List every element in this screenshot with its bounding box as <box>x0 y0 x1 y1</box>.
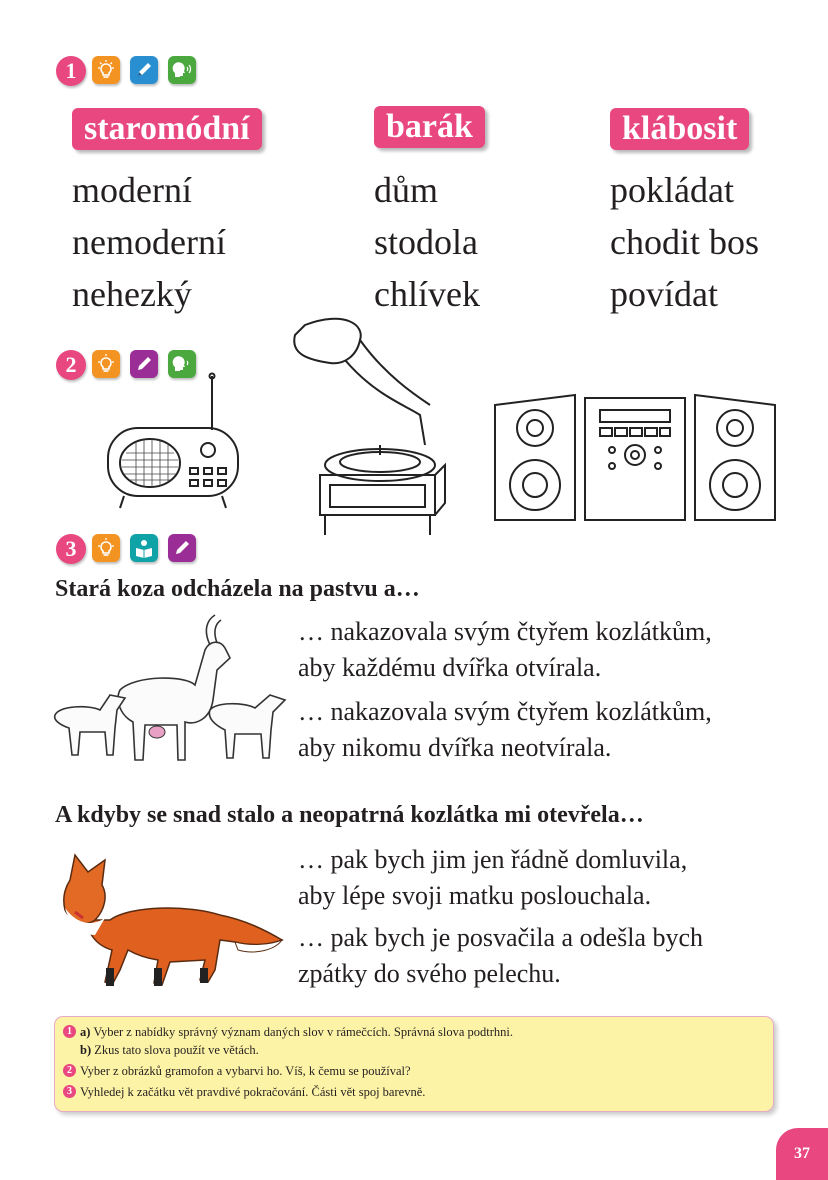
instruction-text: Vyber z obrázků gramofon a vybarvi ho. Víš, k čemu se používal? <box>80 1064 411 1078</box>
instructions-box <box>54 1016 774 1112</box>
goats-image <box>45 610 295 778</box>
gramophone-image[interactable] <box>285 305 455 555</box>
pencil-icon <box>168 534 196 562</box>
word-option[interactable]: pokládat <box>610 170 734 210</box>
exercise-number: 1 <box>56 56 86 86</box>
sentence-start-heading: Stará koza odcházela na pastvu a… <box>55 576 420 602</box>
word-option[interactable]: povídat <box>610 274 718 314</box>
instruction-text: Zkus tato slova použít ve větách. <box>94 1043 259 1057</box>
word-option[interactable]: stodola <box>374 222 478 262</box>
lightbulb-icon <box>92 534 120 562</box>
page-number: 37 <box>776 1128 828 1180</box>
word-tag: staromódní <box>72 108 262 150</box>
instruction-text: Vyber z nabídky správný význam daných slov v rámečcích. Správná slova podtrhni. <box>93 1025 514 1039</box>
word-options-column <box>374 164 480 320</box>
fox-image <box>50 850 290 995</box>
word-option[interactable]: nehezký <box>72 274 192 314</box>
stereo-system-image[interactable] <box>490 390 780 525</box>
word-options-column <box>72 164 226 320</box>
word-option[interactable]: chlívek <box>374 274 480 314</box>
continuation-option[interactable] <box>298 842 687 914</box>
word-option[interactable]: nemoderní <box>72 222 226 262</box>
lightbulb-icon <box>92 56 120 84</box>
instruction-text: Vyhledej k začátku vět pravdivé pokračování. Části vět spoj barevně. <box>80 1085 426 1099</box>
continuation-line: aby každému dvířka otvírala. <box>298 653 602 682</box>
instruction-item <box>63 1041 765 1059</box>
instruction-part-label: a) <box>80 1025 91 1039</box>
instruction-number: 1 <box>63 1025 76 1038</box>
continuation-line: aby nikomu dvířka neotvírala. <box>298 733 612 762</box>
instruction-item <box>63 1062 765 1080</box>
instruction-number: 2 <box>63 1064 76 1077</box>
instruction-number: 3 <box>63 1085 76 1098</box>
continuation-line: … nakazovala svým čtyřem kozlátkům, <box>298 617 712 646</box>
instruction-item <box>63 1023 765 1041</box>
continuation-line: … pak bych je posvačila a odešla bych <box>298 923 704 952</box>
word-option[interactable]: dům <box>374 170 439 210</box>
continuation-line: aby lépe svoji matku poslouchala. <box>298 881 652 910</box>
continuation-option[interactable] <box>298 920 703 992</box>
continuation-line: zpátky do svého pelechu. <box>298 959 561 988</box>
exercise-number: 2 <box>56 350 86 380</box>
speaking-head-icon <box>168 56 196 84</box>
word-option[interactable]: chodit bos <box>610 222 759 262</box>
instruction-item <box>63 1083 765 1101</box>
pencil-icon <box>130 56 158 84</box>
sentence-start-heading: A kdyby se snad stalo a neopatrná kozlátka mi otevřela… <box>55 802 644 828</box>
exercise-number: 3 <box>56 534 86 564</box>
radio-image[interactable] <box>100 368 250 518</box>
continuation-line: … nakazovala svým čtyřem kozlátkům, <box>298 697 712 726</box>
word-tag: klábosit <box>610 108 749 150</box>
word-options-column <box>610 164 759 320</box>
continuation-line: … pak bych jim jen řádně domluvila, <box>298 845 688 874</box>
reading-icon <box>130 534 158 562</box>
word-tag: barák <box>374 106 485 148</box>
continuation-option[interactable] <box>298 694 712 766</box>
word-option[interactable]: moderní <box>72 170 192 210</box>
instruction-part-label: b) <box>80 1043 92 1057</box>
continuation-option[interactable] <box>298 614 712 686</box>
